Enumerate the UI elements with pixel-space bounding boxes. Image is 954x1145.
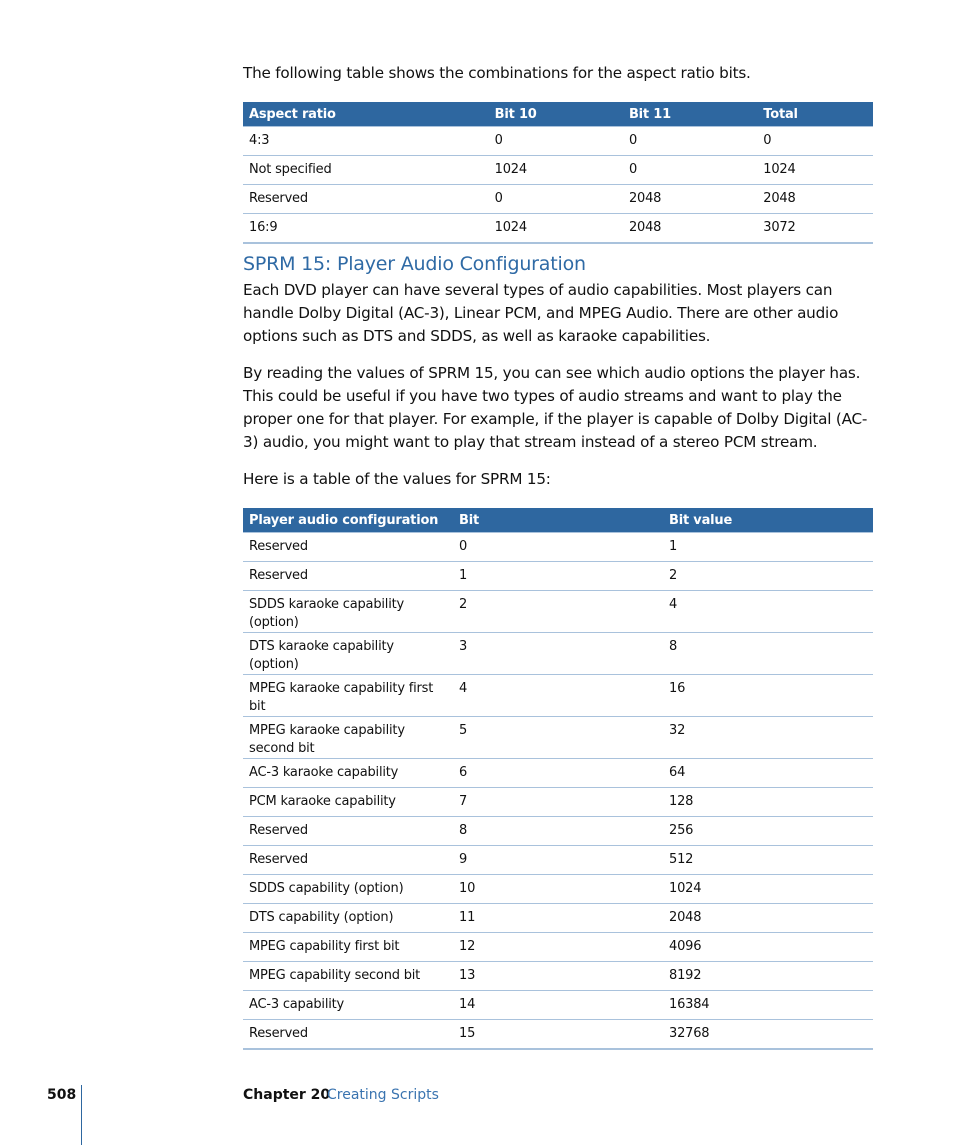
table-cell: 4 (663, 591, 873, 633)
page-number: 508 (47, 1087, 77, 1103)
table-cell: SDDS karaoke capability (option) (243, 591, 453, 633)
table-cell: DTS capability (option) (243, 904, 453, 933)
table-cell: 4 (453, 675, 663, 717)
column-header: Player audio configuration (243, 508, 453, 533)
intro-text: The following table shows the combinations for the aspect ratio bits. (243, 64, 751, 82)
table-cell: 16 (663, 675, 873, 717)
table-row (243, 759, 873, 788)
table-cell: MPEG karaoke capability second bit (243, 717, 453, 759)
table-cell: 1024 (489, 214, 623, 244)
table-cell: 0 (623, 127, 757, 156)
table-cell: 1024 (489, 156, 623, 185)
column-header: Aspect ratio (243, 102, 489, 127)
audio-config-table (243, 508, 873, 1050)
table-cell: 4096 (663, 933, 873, 962)
table-cell: 16:9 (243, 214, 489, 244)
table-row (243, 717, 873, 759)
table-cell: 16384 (663, 991, 873, 1020)
table-cell: 8 (663, 633, 873, 675)
column-header: Total (757, 102, 873, 127)
table-cell: 4:3 (243, 127, 489, 156)
table-cell: Reserved (243, 562, 453, 591)
paragraph-3: Here is a table of the values for SPRM 15: (243, 470, 551, 488)
table-cell: 1 (453, 562, 663, 591)
column-header: Bit (453, 508, 663, 533)
table-cell: 1024 (757, 156, 873, 185)
table-row (243, 591, 873, 633)
table-cell: 2048 (663, 904, 873, 933)
column-header: Bit value (663, 508, 873, 533)
table-row (243, 533, 873, 562)
table-cell: 256 (663, 817, 873, 846)
table-cell: Reserved (243, 1020, 453, 1050)
table-cell: MPEG capability first bit (243, 933, 453, 962)
table-cell: Reserved (243, 185, 489, 214)
table-cell: 9 (453, 846, 663, 875)
table-row (243, 214, 873, 244)
table-cell: 5 (453, 717, 663, 759)
table-cell: MPEG karaoke capability first bit (243, 675, 453, 717)
table-row (243, 991, 873, 1020)
table-row (243, 127, 873, 156)
table-header-row (243, 508, 873, 533)
table-row (243, 185, 873, 214)
table-row (243, 904, 873, 933)
table-row (243, 875, 873, 904)
table-cell: 11 (453, 904, 663, 933)
table-cell: 10 (453, 875, 663, 904)
table-row (243, 817, 873, 846)
table-cell: 3072 (757, 214, 873, 244)
table-cell: SDDS capability (option) (243, 875, 453, 904)
table-cell: Reserved (243, 533, 453, 562)
table-cell: 128 (663, 788, 873, 817)
table-cell: 12 (453, 933, 663, 962)
footer-divider (81, 1085, 82, 1145)
column-header: Bit 10 (489, 102, 623, 127)
table-cell: AC-3 capability (243, 991, 453, 1020)
aspect-ratio-table (243, 102, 873, 244)
chapter-title-link[interactable]: Creating Scripts (327, 1087, 439, 1103)
table-cell: 2 (663, 562, 873, 591)
table-row (243, 1020, 873, 1050)
table-cell: 14 (453, 991, 663, 1020)
table-cell: 15 (453, 1020, 663, 1050)
table-cell: 2048 (623, 214, 757, 244)
section-title: SPRM 15: Player Audio Configuration (243, 253, 586, 275)
column-header: Bit 11 (623, 102, 757, 127)
table-cell: 2 (453, 591, 663, 633)
paragraph-2: By reading the values of SPRM 15, you can see which audio options the player has. This could be useful if you have two types of audio streams and want to play the proper one for that player. For example, if the player is capable of Dolby Digital (AC-3) audio, you might want to play that stream instead of a stereo PCM stream. (243, 364, 868, 451)
table-cell: DTS karaoke capability (option) (243, 633, 453, 675)
table-cell: 6 (453, 759, 663, 788)
table-cell: 0 (489, 185, 623, 214)
table-cell: 64 (663, 759, 873, 788)
table-cell: 512 (663, 846, 873, 875)
table-row (243, 156, 873, 185)
table-cell: 32768 (663, 1020, 873, 1050)
table-cell: 1024 (663, 875, 873, 904)
table-row (243, 962, 873, 991)
table-cell: 0 (623, 156, 757, 185)
table-cell: 1 (663, 533, 873, 562)
table-cell: 0 (489, 127, 623, 156)
table-cell: 2048 (757, 185, 873, 214)
table-row (243, 933, 873, 962)
table-cell: 7 (453, 788, 663, 817)
table-cell: PCM karaoke capability (243, 788, 453, 817)
table-cell: 13 (453, 962, 663, 991)
table-cell: Reserved (243, 817, 453, 846)
table-cell: 2048 (623, 185, 757, 214)
table-cell: 0 (453, 533, 663, 562)
paragraph-1: Each DVD player can have several types of audio capabilities. Most players can handle Dolby Digital (AC-3), Linear PCM, and MPEG Audio. There are other audio options such as DTS and SDDS, as well as karaoke capabilities. (243, 281, 839, 345)
table-cell: Not specified (243, 156, 489, 185)
table-row (243, 675, 873, 717)
table-row (243, 562, 873, 591)
table-cell: 32 (663, 717, 873, 759)
table-cell: MPEG capability second bit (243, 962, 453, 991)
chapter-label: Chapter 20 (243, 1087, 331, 1103)
table-row (243, 846, 873, 875)
table-cell: Reserved (243, 846, 453, 875)
table-cell: AC-3 karaoke capability (243, 759, 453, 788)
table-cell: 0 (757, 127, 873, 156)
table-header-row (243, 102, 873, 127)
table-cell: 8 (453, 817, 663, 846)
table-row (243, 788, 873, 817)
table-cell: 3 (453, 633, 663, 675)
table-cell: 8192 (663, 962, 873, 991)
table-row (243, 633, 873, 675)
